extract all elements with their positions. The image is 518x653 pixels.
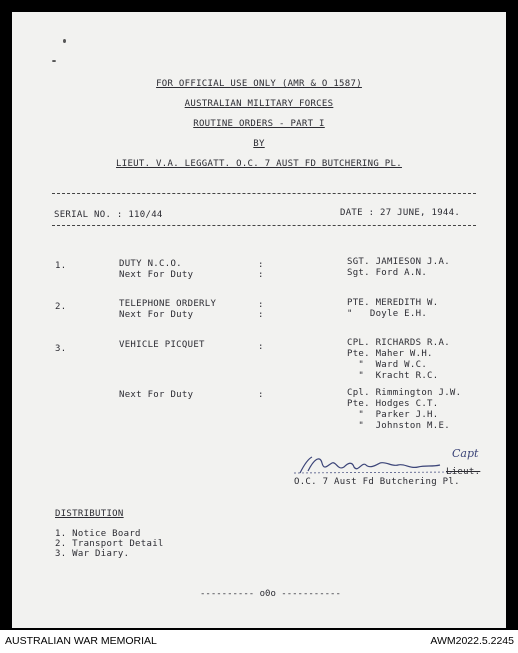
archive-name: AUSTRALIAN WAR MEMORIAL xyxy=(5,635,157,647)
by-line: BY xyxy=(253,139,265,149)
order-number: 2. xyxy=(55,302,67,312)
paper-speck xyxy=(63,39,66,43)
next-person: Cpl. Rimmington J.W. xyxy=(347,388,462,398)
assigned-person: Pte. Maher W.H. xyxy=(347,349,433,359)
duty-title: DUTY N.C.O. xyxy=(119,259,182,269)
assigned-person: SGT. JAMIESON J.A. xyxy=(347,257,450,267)
distribution-heading: DISTRIBUTION xyxy=(55,509,124,519)
organisation-line: AUSTRALIAN MILITARY FORCES xyxy=(184,99,334,109)
archive-reference: AWM2022.5.2245 xyxy=(430,635,514,647)
colon-separator: : xyxy=(258,390,264,400)
colon-separator: : xyxy=(258,260,264,270)
next-duty-label: Next For Duty xyxy=(119,270,194,280)
distribution-item: 1. Notice Board xyxy=(55,529,141,539)
duty-title: VEHICLE PICQUET xyxy=(119,340,205,350)
next-person: " Parker J.H. xyxy=(347,410,439,420)
colon-separator: : xyxy=(258,342,264,352)
colon-separator: : xyxy=(258,310,264,320)
end-mark: ---------- o0o ----------- xyxy=(200,589,341,599)
document-page xyxy=(12,12,506,628)
assigned-person: " Kracht R.C. xyxy=(347,371,439,381)
order-date: DATE : 27 JUNE, 1944. xyxy=(340,208,461,218)
assigned-person: PTE. MEREDITH W. xyxy=(347,298,439,308)
duty-title: TELEPHONE ORDERLY xyxy=(119,299,217,309)
archive-footer xyxy=(0,630,518,653)
separator-rule xyxy=(52,193,476,194)
handwritten-rank: Capt xyxy=(452,447,479,460)
signatory-unit: O.C. 7 Aust Fd Butchering Pl. xyxy=(294,477,460,487)
distribution-item: 2. Transport Detail xyxy=(55,539,164,549)
distribution-item: 3. War Diary. xyxy=(55,549,130,559)
next-person: " Johnston M.E. xyxy=(347,421,450,431)
colon-separator: : xyxy=(258,270,264,280)
signatory-rank: Lieut. xyxy=(446,467,481,477)
document-title: ROUTINE ORDERS - PART I xyxy=(193,119,325,129)
next-person: Pte. Hodges C.T. xyxy=(347,399,439,409)
issuer-line: LIEUT. V.A. LEGGATT. O.C. 7 AUST FD BUTCHERING PL. xyxy=(116,159,402,169)
next-duty-label: Next For Duty xyxy=(119,390,194,400)
order-number: 3. xyxy=(55,344,67,354)
separator-rule xyxy=(52,225,476,226)
paper-speck xyxy=(52,60,56,62)
serial-number: SERIAL NO. : 110/44 xyxy=(54,210,163,220)
next-person: Sgt. Ford A.N. xyxy=(347,268,428,278)
colon-separator: : xyxy=(258,300,264,310)
assigned-person: " Ward W.C. xyxy=(347,360,428,370)
order-number: 1. xyxy=(55,261,67,271)
classification-line: FOR OFFICIAL USE ONLY (AMR & O 1587) xyxy=(156,79,362,89)
next-duty-label: Next For Duty xyxy=(119,310,194,320)
assigned-person: CPL. RICHARDS R.A. xyxy=(347,338,450,348)
next-person: " Doyle E.H. xyxy=(347,309,428,319)
